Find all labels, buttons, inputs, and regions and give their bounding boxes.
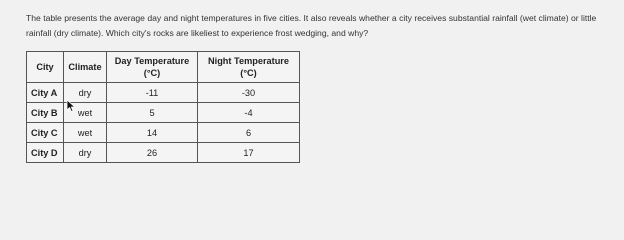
night-temperature-cell: -4 bbox=[198, 103, 300, 123]
day-temperature-cell: 14 bbox=[107, 123, 198, 143]
city-cell: City C bbox=[27, 123, 64, 143]
city-cell: City A bbox=[27, 83, 64, 103]
night-temperature-cell: -30 bbox=[198, 83, 300, 103]
day-temperature-cell: 26 bbox=[107, 143, 198, 163]
header-day-temperature-unit: (°C) bbox=[143, 68, 161, 78]
header-night-temperature bbox=[198, 52, 300, 83]
header-city: City bbox=[27, 52, 64, 83]
city-cell: City B bbox=[27, 103, 64, 123]
night-temperature-cell: 17 bbox=[198, 143, 300, 163]
day-temperature-cell: -11 bbox=[107, 83, 198, 103]
question-text: The table presents the average day and night temperatures in five cities. It also reveals whether a city receives substantial rainfall (wet climate) or little rainfall (dry climate). Which city's rocks are likeliest to experience frost wedging, and why? bbox=[26, 13, 597, 38]
climate-cell: wet bbox=[64, 123, 107, 143]
header-day-temperature-label: Day Temperature bbox=[114, 56, 190, 66]
mouse-pointer-icon bbox=[66, 99, 76, 113]
climate-cell: dry bbox=[64, 83, 107, 103]
header-climate: Climate bbox=[64, 52, 107, 83]
climate-cell: dry bbox=[64, 143, 107, 163]
climate-cell: wet bbox=[64, 103, 107, 123]
city-cell: City D bbox=[27, 143, 64, 163]
night-temperature-cell: 6 bbox=[198, 123, 300, 143]
table-header-row bbox=[27, 52, 300, 83]
table-row bbox=[27, 143, 300, 163]
day-temperature-cell: 5 bbox=[107, 103, 198, 123]
header-day-temperature bbox=[107, 52, 198, 83]
header-night-temperature-label: Night Temperature bbox=[208, 56, 289, 66]
header-night-temperature-unit: (°C) bbox=[240, 68, 257, 78]
table-row bbox=[27, 123, 300, 143]
